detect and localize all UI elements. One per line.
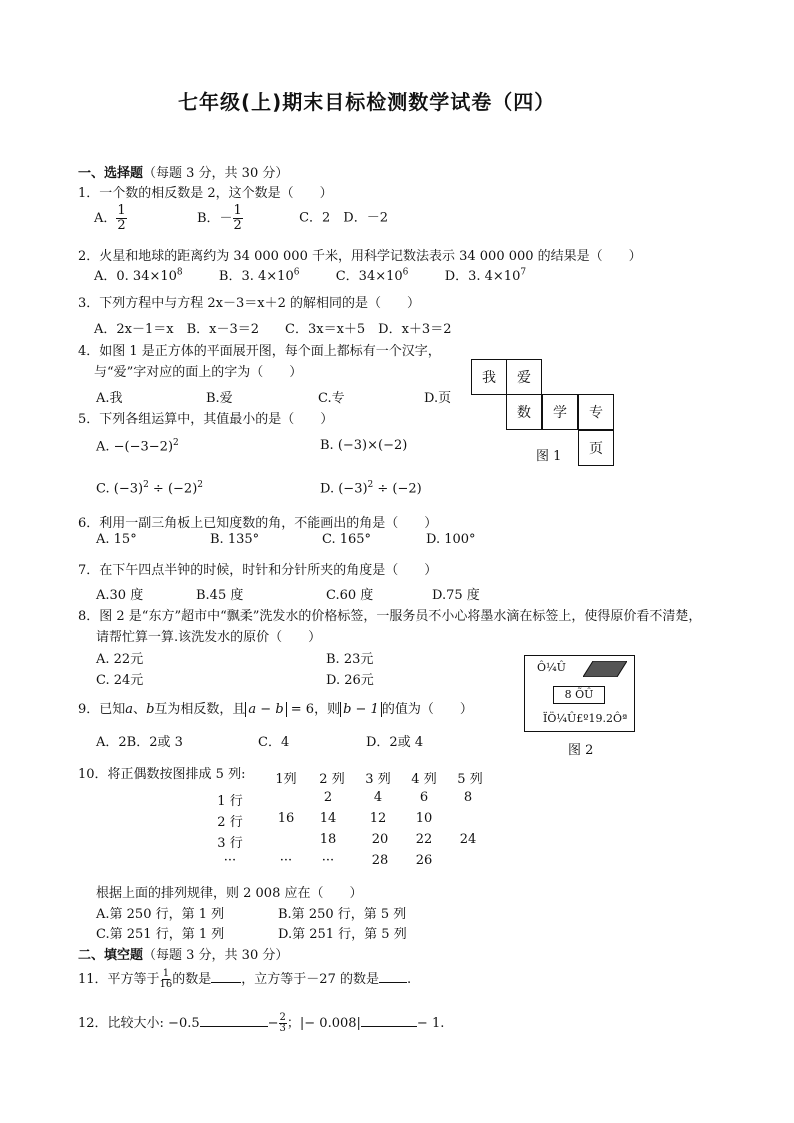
- question-4-option-b: B.爱: [206, 391, 233, 406]
- option-d: D．3. $4\times 10^7$: [444, 267, 527, 284]
- question-7-stem: 7．在下午四点半钟的时候，时针和分针所夹的角度是（ ）: [78, 563, 438, 578]
- question-6-option-c: C. 165°: [322, 532, 372, 547]
- question-10-option-b: B.第 250 行，第 5 列: [278, 907, 407, 922]
- question-9-option-ab: A．2B．2或 3: [96, 735, 183, 750]
- option-cd: C．2 D．－2: [299, 210, 388, 226]
- column-header: 1列: [275, 772, 297, 787]
- answer-blank[interactable]: [211, 982, 241, 983]
- option-b: B．3. $4\times 10^6$: [218, 267, 300, 284]
- table-cell: 2: [323, 790, 333, 805]
- question-8-option-a: A. 22元: [96, 652, 144, 667]
- fraction: $\frac{1}{16}$: [159, 967, 173, 990]
- question-2-stem: 2．火星和地球的距离约为 34 000 000 千米，用科学记数法表示 34 000 000 的结果是（ ）: [78, 249, 642, 264]
- table-cell: 16: [277, 811, 295, 826]
- column-header: 2 列: [319, 772, 345, 787]
- figure-1-caption: 图 1: [536, 449, 562, 464]
- question-6-option-d: D. 100°: [426, 532, 476, 547]
- question-8-stem-line1: 8．图 2 是“东方”超市中“飘柔”洗发水的价格标签，一服务员不小心将墨水滴在标签上，使得原价看不清楚，: [78, 609, 702, 624]
- row-label: 2 行: [217, 815, 243, 830]
- question-5-option-d: D. $(-3)^2 \div (-2)$: [320, 480, 422, 497]
- table-cell: 14: [319, 811, 337, 826]
- table-cell: 24: [459, 832, 477, 847]
- question-5-stem: 5．下列各组运算中，其值最小的是（ ）: [78, 412, 334, 427]
- section-title: 一、选择题: [78, 166, 144, 181]
- question-8-stem-line2: 请帮忙算一算.该洗发水的原价（ ）: [96, 630, 322, 645]
- table-cell: 4: [373, 790, 383, 805]
- tag-original-price-label: Ô¼Û: [537, 661, 566, 674]
- net-face: 学: [542, 394, 578, 430]
- question-4-stem-line1: 4．如图 1 是正方体的平面展开图，每个面上都标有一个汉字，: [78, 344, 441, 359]
- answer-blank[interactable]: [200, 1026, 268, 1027]
- section-note: （每题 3 分，共 30 分）: [143, 948, 289, 963]
- question-4-option-c: C.专: [318, 391, 345, 406]
- row-label: ···: [223, 853, 237, 868]
- question-10-option-c: C.第 251 行，第 1 列: [96, 927, 225, 942]
- option-b: B．－ $\frac{1}{2}$: [196, 203, 242, 233]
- question-6-option-b: B. 135°: [210, 532, 260, 547]
- question-5-option-b: B. (−3)×(−2): [320, 438, 408, 453]
- table-cell: 18: [319, 832, 337, 847]
- section-note: （每题 3 分，共 30 分）: [143, 166, 289, 181]
- question-7-option-d: D.75 度: [432, 588, 480, 603]
- table-cell: 28: [371, 853, 389, 868]
- table-cell: 20: [371, 832, 389, 847]
- section-title: 二、填空题: [78, 948, 144, 963]
- table-cell: 22: [415, 832, 433, 847]
- question-6-stem: 6．利用一副三角板上已知度数的角，不能画出的角是（ ）: [78, 516, 438, 531]
- question-8-option-b: B. 23元: [326, 652, 374, 667]
- table-cell: 12: [369, 811, 387, 826]
- answer-blank[interactable]: [379, 982, 407, 983]
- column-header: 3 列: [365, 772, 391, 787]
- question-5-option-a: A. $-(-3-2)^2$: [96, 438, 179, 455]
- net-face: 页: [578, 430, 614, 466]
- question-7-option-b: B.45 度: [196, 588, 244, 603]
- table-cell: 6: [419, 790, 429, 805]
- net-face: 我: [471, 359, 507, 395]
- option-c: C．$34\times 10^6$: [335, 267, 409, 284]
- table-cell: ···: [279, 853, 293, 868]
- question-4-stem-line2: 与“爱”字对应的面上的字为（ ）: [94, 365, 303, 380]
- figure-2-caption: 图 2: [568, 743, 594, 758]
- question-9-option-d: D．2或 4: [366, 735, 424, 750]
- table-cell: 8: [463, 790, 473, 805]
- question-9-stem: 9．已知a、b互为相反数，且 a − b = 6，则 b − 1 的值为（ ）: [78, 702, 473, 717]
- question-1-stem: 1．一个数的相反数是 2，这个数是（ ）: [78, 186, 333, 201]
- tag-discount-text: 8 ÕÛ: [564, 688, 594, 701]
- question-7-option-a: A.30 度: [96, 588, 144, 603]
- fraction: $\frac{1}{2}$: [233, 203, 242, 233]
- option-a: A． $\frac{1}{2}$: [94, 203, 126, 233]
- row-label: 1 行: [217, 794, 243, 809]
- question-10-option-d: D.第 251 行，第 5 列: [278, 927, 407, 942]
- fraction: $\frac{2}{3}$: [279, 1011, 286, 1034]
- question-1-options: [94, 204, 388, 232]
- tag-discount-box: [553, 686, 605, 704]
- absolute-value: a − b: [245, 702, 286, 717]
- question-6-option-a: A. 15°: [96, 532, 137, 547]
- column-header: 5 列: [457, 772, 483, 787]
- question-5-option-c: C. $(-3)^2 \div (-2)^2$: [96, 480, 203, 497]
- question-2-options: [94, 265, 526, 284]
- question-10-stem: 10．将正偶数按图排成 5 列:: [78, 767, 246, 782]
- question-4-option-d: D.页: [424, 391, 452, 406]
- fraction: $\frac{1}{2}$: [117, 203, 126, 233]
- column-header: 4 列: [411, 772, 437, 787]
- section-header: [78, 944, 288, 963]
- absolute-value: b − 1: [340, 702, 382, 717]
- question-9-option-c: C．4: [258, 735, 290, 750]
- figure-2-price-tag: [524, 655, 635, 732]
- table-cell: 10: [415, 811, 433, 826]
- table-cell: 26: [415, 853, 433, 868]
- question-7-option-c: C.60 度: [326, 588, 374, 603]
- ink-blot-icon: [583, 661, 627, 677]
- option-a: A．0. $34\times 10^8$: [94, 267, 183, 284]
- question-11: 11．平方等于 $\frac{1}{16}$ 的数是 ，立方等于－27 的数是 .: [78, 967, 412, 990]
- question-8-option-c: C. 24元: [96, 673, 144, 688]
- table-cell: ···: [321, 853, 335, 868]
- answer-blank[interactable]: [361, 1026, 417, 1027]
- question-10-ask: 根据上面的排列规律，则 2 008 应在（ ）: [96, 886, 363, 901]
- net-face: 爱: [506, 359, 542, 395]
- row-label: 3 行: [217, 836, 243, 851]
- net-face: 专: [578, 394, 614, 430]
- question-8-option-d: D. 26元: [326, 673, 374, 688]
- question-12: 12．比较大小: −0.5 − $\frac{2}{3}$ ；|− 0.008| − 1.: [78, 1011, 445, 1034]
- section-header: [78, 162, 288, 181]
- question-10-option-a: A.第 250 行，第 1 列: [96, 907, 225, 922]
- question-3-stem: 3．下列方程中与方程 2x－3＝x＋2 的解相同的是（ ）: [78, 296, 421, 311]
- net-face: 数: [506, 394, 542, 430]
- tag-current-price: ÏÖ¼Û£º19.2Ôª: [543, 712, 628, 725]
- page-title: 七年级(上)期末目标检测数学试卷（四）: [178, 90, 556, 114]
- question-4-option-a: A.我: [96, 391, 123, 406]
- question-3-options: A．2x－1＝x B．x－3＝2 C．3x＝x＋5 D．x＋3＝2: [94, 322, 452, 337]
